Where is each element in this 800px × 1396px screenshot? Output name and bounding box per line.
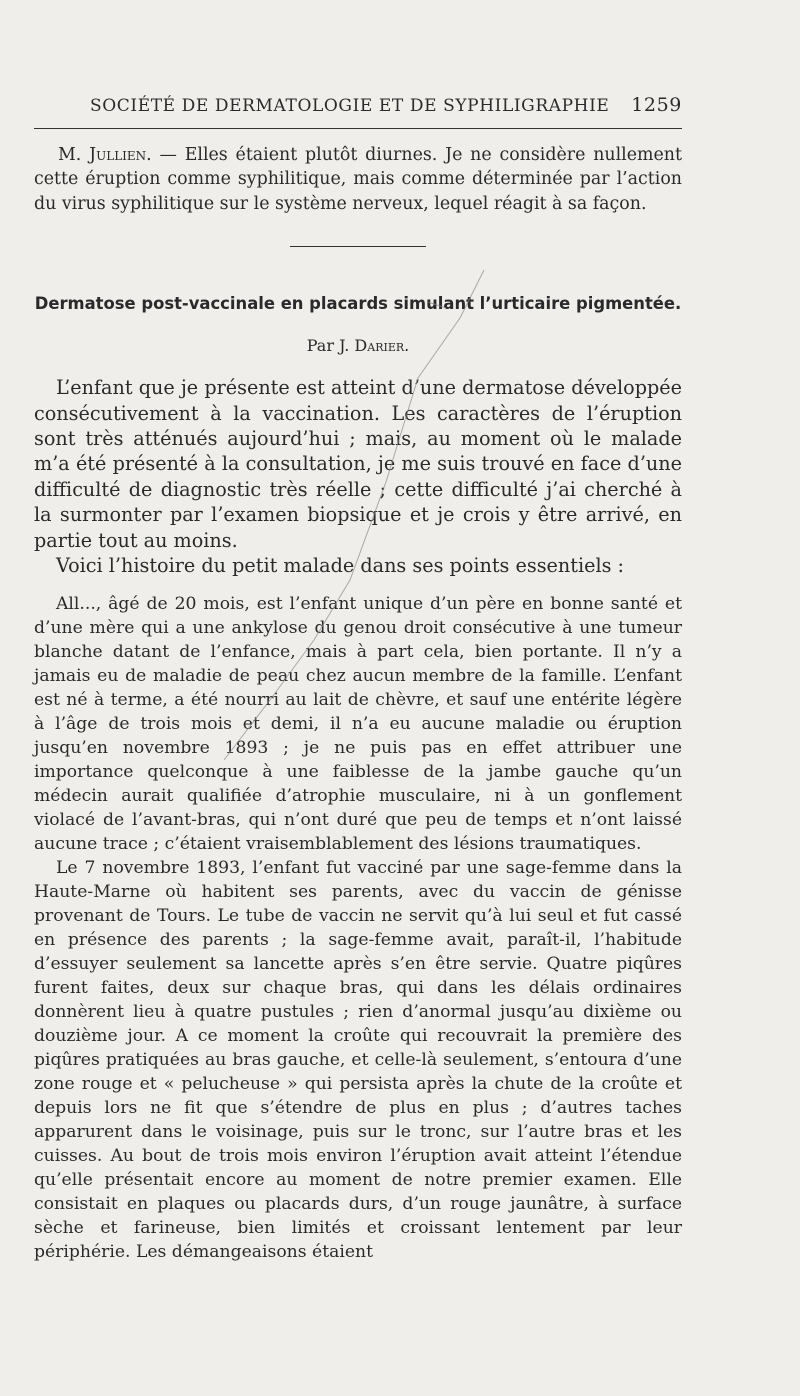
discussion-paragraph — [34, 143, 682, 216]
article-title: Dermatose post-vaccinale en placards simulant l’urticaire pigmentée. — [34, 294, 682, 314]
running-header — [34, 94, 682, 116]
page-number: 1259 — [631, 94, 682, 116]
case-paragraph: Le 7 novembre 1893, l’enfant fut vacciné par une sage-femme dans la Haute-Marne où habitent ses parents, avec du vaccin de génisse provenant de Tours. Le tube de vaccin ne servit qu’à lui seul et fut cassé en présence des parents ; la sage-femme avait, paraît-il, l’habitude d’essuyer seulement sa lancette après s’en être servie. Quatre piqûres furent faites, deux sur chaque bras, qui dans les délais ordinaires donnèrent lieu à quatre pustules ; rien d’anormal jusqu’au dixième ou douzième jour. A ce moment la croûte qui recouvrait la première des piqûres pratiquées au bras gauche, et celle-là seulement, s’entoura d’une zone rouge et « pelucheuse » qui persista après la chute de la croûte et depuis lors ne fit que s’étendre de plus en plus ; d’autres taches apparurent dans le voisinage, puis sur le tronc, sur l’autre bras et les cuisses. Au bout de trois mois environ l’éruption avait atteint l’étendue qu’elle présentait encore au moment de notre premier examen. Elle consistait en plaques ou placards durs, d’un rouge jaunâtre, à surface sèche et farineuse, bien limités et croissant lentement par leur périphérie. Les démangeaisons étaient — [34, 858, 682, 1263]
running-title: SOCIÉTÉ DE DERMATOLOGIE ET DE SYPHILIGRAPHIE — [90, 96, 610, 116]
byline-prefix: Par J. — [306, 336, 355, 356]
speaker-name: M. Jullien. — [58, 145, 152, 165]
document-page — [34, 94, 682, 1264]
speaker-dash: — — [151, 145, 185, 165]
case-paragraph: All..., âgé de 20 mois, est l’enfant unique d’un père en bonne santé et d’une mère qui a une ankylose du genou droit consécutive à une tumeur blanche datant de l’enfance, mais à part cela, bien portante. Il n’y a jamais eu de maladie de peau chez aucun membre de la famille. L’enfant est né à terme, a été nourri au lait de chèvre, et sauf une entérite légère à l’âge de trois mois et demi, il n’a eu aucune maladie ou éruption jusqu’en novembre 1893 ; je ne puis pas en effet attribuer une importance quelconque à une faiblesse de la jambe gauche qu’un médecin aurait qualifiée d’atrophie musculaire, ni à un gonflement violacé de l’avant-bras, qui n’ont duré que peu de temps et n’ont laissé aucune trace ; c’étaient vraisemblablement des lésions traumatiques. — [34, 594, 682, 855]
article-byline — [34, 336, 682, 355]
header-rule — [34, 128, 682, 129]
section-separator — [290, 246, 426, 247]
intro-paragraph: L’enfant que je présente est atteint d’une dermatose développée consécutivement à la vaccination. Les caractères de l’éruption sont très atténués aujourd’hui ; mais, au moment où le malade m’a été présenté à la consultation, je me suis trouvé en face d’une difficulté de diagnostic très réelle ; cette difficulté j’ai cherché à la surmonter par l’examen biopsique et je crois y être arrivé, en partie tout au moins. — [34, 376, 682, 552]
intro-paragraph: Voici l’histoire du petit malade dans ses points essentiels : — [56, 554, 625, 578]
discussion-text: Elles étaient plutôt diurnes. Je ne considère nullement cette éruption comme syphilitique, mais comme déterminée par l’action du virus syphilitique sur le système nerveux, lequel réagit à sa façon. — [34, 145, 682, 214]
author-name: Darier. — [354, 336, 410, 356]
